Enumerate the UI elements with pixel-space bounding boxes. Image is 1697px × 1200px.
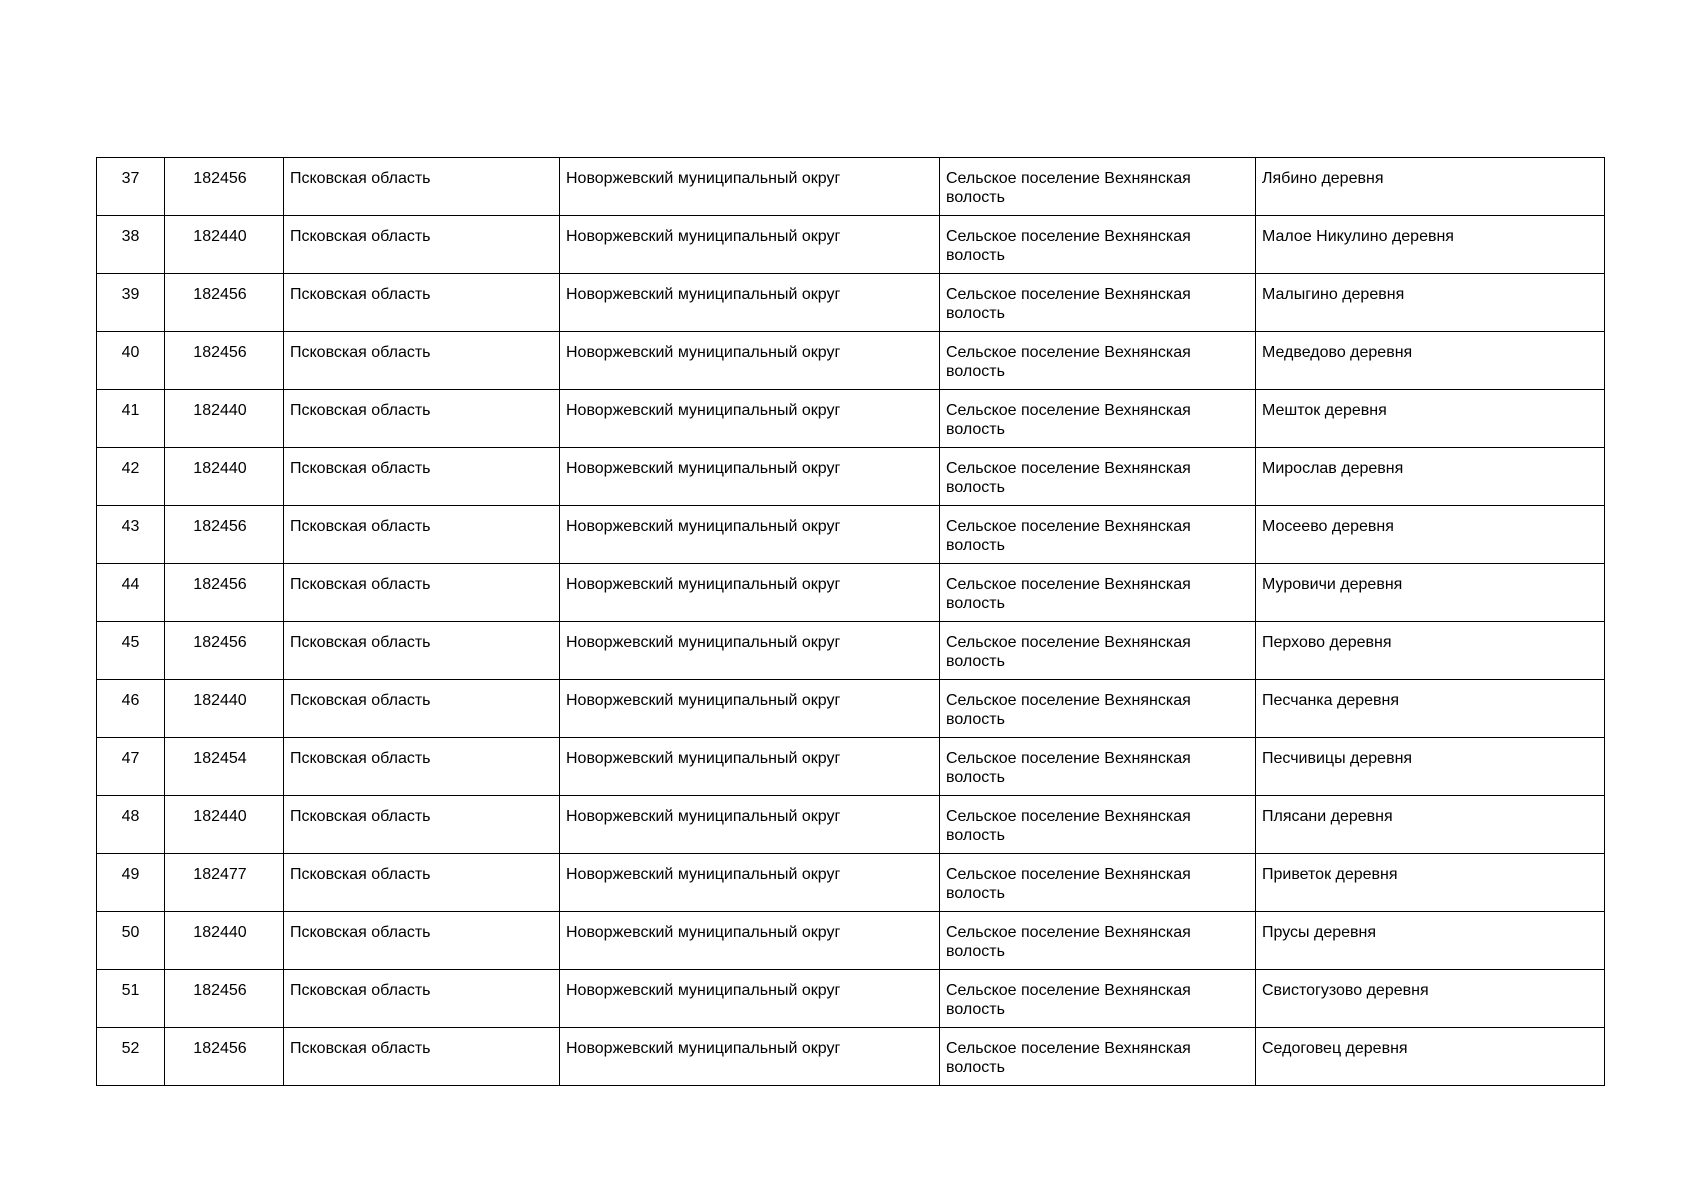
cell-region: Псковская область (284, 216, 560, 274)
cell-region: Псковская область (284, 448, 560, 506)
cell-locality: Плясани деревня (1256, 796, 1605, 854)
cell-locality: Мирослав деревня (1256, 448, 1605, 506)
cell-postal-index: 182440 (165, 448, 284, 506)
table-row (97, 680, 1605, 738)
cell-municipal-district: Новоржевский муниципальный округ (560, 912, 940, 970)
cell-region: Псковская область (284, 564, 560, 622)
cell-settlement: Сельское поселение Вехнянская волость (940, 1028, 1256, 1086)
cell-settlement: Сельское поселение Вехнянская волость (940, 390, 1256, 448)
cell-locality: Песчивицы деревня (1256, 738, 1605, 796)
cell-postal-index: 182456 (165, 970, 284, 1028)
cell-municipal-district: Новоржевский муниципальный округ (560, 158, 940, 216)
cell-locality: Свистогузово деревня (1256, 970, 1605, 1028)
cell-region: Псковская область (284, 1028, 560, 1086)
cell-settlement: Сельское поселение Вехнянская волость (940, 216, 1256, 274)
table-row (97, 1028, 1605, 1086)
table-row (97, 158, 1605, 216)
cell-locality: Мосеево деревня (1256, 506, 1605, 564)
cell-region: Псковская область (284, 622, 560, 680)
cell-locality: Перхово деревня (1256, 622, 1605, 680)
cell-row-number: 47 (97, 738, 165, 796)
cell-settlement: Сельское поселение Вехнянская волость (940, 506, 1256, 564)
table-row (97, 970, 1605, 1028)
cell-municipal-district: Новоржевский муниципальный округ (560, 332, 940, 390)
cell-region: Псковская область (284, 506, 560, 564)
cell-postal-index: 182440 (165, 216, 284, 274)
cell-postal-index: 182440 (165, 796, 284, 854)
table-row (97, 274, 1605, 332)
cell-row-number: 48 (97, 796, 165, 854)
cell-municipal-district: Новоржевский муниципальный округ (560, 506, 940, 564)
cell-municipal-district: Новоржевский муниципальный округ (560, 274, 940, 332)
cell-municipal-district: Новоржевский муниципальный округ (560, 564, 940, 622)
cell-region: Псковская область (284, 854, 560, 912)
cell-settlement: Сельское поселение Вехнянская волость (940, 796, 1256, 854)
cell-postal-index: 182456 (165, 158, 284, 216)
cell-postal-index: 182477 (165, 854, 284, 912)
cell-region: Псковская область (284, 274, 560, 332)
cell-postal-index: 182456 (165, 506, 284, 564)
cell-municipal-district: Новоржевский муниципальный округ (560, 796, 940, 854)
cell-locality: Малое Никулино деревня (1256, 216, 1605, 274)
cell-settlement: Сельское поселение Вехнянская волость (940, 158, 1256, 216)
table-row (97, 738, 1605, 796)
cell-municipal-district: Новоржевский муниципальный округ (560, 680, 940, 738)
cell-region: Псковская область (284, 912, 560, 970)
cell-municipal-district: Новоржевский муниципальный округ (560, 854, 940, 912)
cell-region: Псковская область (284, 796, 560, 854)
cell-region: Псковская область (284, 680, 560, 738)
cell-row-number: 51 (97, 970, 165, 1028)
cell-postal-index: 182440 (165, 912, 284, 970)
cell-postal-index: 182456 (165, 1028, 284, 1086)
table-row (97, 564, 1605, 622)
cell-row-number: 40 (97, 332, 165, 390)
cell-settlement: Сельское поселение Вехнянская волость (940, 274, 1256, 332)
cell-municipal-district: Новоржевский муниципальный округ (560, 1028, 940, 1086)
cell-settlement: Сельское поселение Вехнянская волость (940, 970, 1256, 1028)
cell-row-number: 43 (97, 506, 165, 564)
cell-municipal-district: Новоржевский муниципальный округ (560, 216, 940, 274)
cell-settlement: Сельское поселение Вехнянская волость (940, 854, 1256, 912)
cell-row-number: 39 (97, 274, 165, 332)
cell-settlement: Сельское поселение Вехнянская волость (940, 680, 1256, 738)
cell-settlement: Сельское поселение Вехнянская волость (940, 448, 1256, 506)
cell-municipal-district: Новоржевский муниципальный округ (560, 738, 940, 796)
cell-postal-index: 182440 (165, 390, 284, 448)
table-row (97, 622, 1605, 680)
cell-row-number: 37 (97, 158, 165, 216)
cell-postal-index: 182456 (165, 564, 284, 622)
cell-row-number: 42 (97, 448, 165, 506)
table-row (97, 796, 1605, 854)
cell-locality: Мешток деревня (1256, 390, 1605, 448)
cell-locality: Приветок деревня (1256, 854, 1605, 912)
cell-locality: Медведово деревня (1256, 332, 1605, 390)
cell-settlement: Сельское поселение Вехнянская волость (940, 738, 1256, 796)
cell-row-number: 49 (97, 854, 165, 912)
cell-row-number: 46 (97, 680, 165, 738)
cell-row-number: 52 (97, 1028, 165, 1086)
cell-locality: Песчанка деревня (1256, 680, 1605, 738)
cell-locality: Лябино деревня (1256, 158, 1605, 216)
cell-settlement: Сельское поселение Вехнянская волость (940, 564, 1256, 622)
table-row (97, 216, 1605, 274)
table-body (97, 158, 1605, 1086)
table-row (97, 854, 1605, 912)
cell-municipal-district: Новоржевский муниципальный округ (560, 390, 940, 448)
cell-region: Псковская область (284, 738, 560, 796)
cell-region: Псковская область (284, 158, 560, 216)
cell-row-number: 44 (97, 564, 165, 622)
cell-postal-index: 182440 (165, 680, 284, 738)
cell-region: Псковская область (284, 970, 560, 1028)
cell-row-number: 50 (97, 912, 165, 970)
cell-row-number: 41 (97, 390, 165, 448)
table-row (97, 912, 1605, 970)
cell-postal-index: 182456 (165, 274, 284, 332)
cell-locality: Седоговец деревня (1256, 1028, 1605, 1086)
cell-postal-index: 182456 (165, 622, 284, 680)
cell-postal-index: 182454 (165, 738, 284, 796)
cell-row-number: 45 (97, 622, 165, 680)
cell-region: Псковская область (284, 332, 560, 390)
cell-locality: Муровичи деревня (1256, 564, 1605, 622)
cell-settlement: Сельское поселение Вехнянская волость (940, 332, 1256, 390)
table-row (97, 332, 1605, 390)
table-row (97, 506, 1605, 564)
cell-region: Псковская область (284, 390, 560, 448)
cell-municipal-district: Новоржевский муниципальный округ (560, 622, 940, 680)
cell-settlement: Сельское поселение Вехнянская волость (940, 622, 1256, 680)
cell-postal-index: 182456 (165, 332, 284, 390)
cell-locality: Прусы деревня (1256, 912, 1605, 970)
cell-settlement: Сельское поселение Вехнянская волость (940, 912, 1256, 970)
cell-locality: Малыгино деревня (1256, 274, 1605, 332)
settlements-table (96, 157, 1605, 1086)
cell-municipal-district: Новоржевский муниципальный округ (560, 970, 940, 1028)
cell-municipal-district: Новоржевский муниципальный округ (560, 448, 940, 506)
table-row (97, 448, 1605, 506)
cell-row-number: 38 (97, 216, 165, 274)
table-row (97, 390, 1605, 448)
